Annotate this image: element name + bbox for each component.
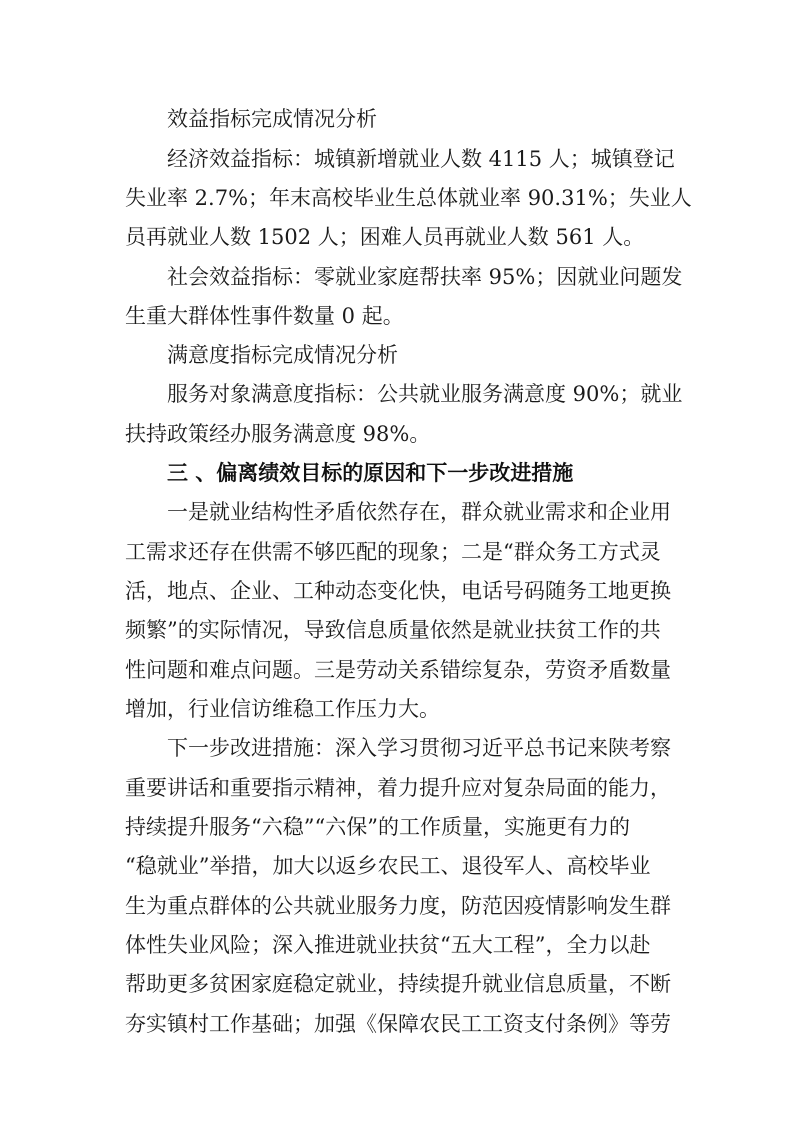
paragraph-line: 扶持政策经办服务满意度 98%。 [125,422,431,446]
paragraph-line: 服务对象满意度指标：公共就业服务满意度 90%；就业 [167,382,683,406]
paragraph-line: 帮助更多贫困家庭稳定就业，持续提升就业信息质量，不断 [125,972,671,996]
subsection-title-satisfaction: 满意度指标完成情况分析 [167,343,398,367]
paragraph-line: 体性失业风险；深入推进就业扶贫“五大工程”，全力以赴 [125,933,651,957]
paragraph-line: 员再就业人数 1502 人；困难人员再就业人数 561 人。 [125,225,645,249]
paragraph-line: 活，地点、企业、工种动态变化快，电话号码随务工地更换 [125,579,671,603]
section-heading: 三 、偏离绩效目标的原因和下一步改进措施 [167,461,574,485]
paragraph-line: 频繁”的实际情况，导致信息质量依然是就业扶贫工作的共 [125,618,661,642]
paragraph-line: 失业率 2.7%；年末高校毕业生总体就业率 90.31%；失业人 [125,186,692,210]
paragraph-line: 夯实镇村工作基础；加强《保障农民工工资支付条例》等劳 [125,1012,671,1036]
paragraph-line: 性问题和难点问题。三是劳动关系错综复杂，劳资矛盾数量 [125,658,671,682]
paragraph-line: 增加，行业信访维稳工作压力大。 [125,697,440,721]
paragraph-line: 经济效益指标：城镇新增就业人数 4115 人；城镇登记 [167,147,675,171]
paragraph-line: 生重大群体性事件数量 0 起。 [125,304,404,328]
paragraph-line: “稳就业”举措，加大以返乡农民工、退役军人、高校毕业 [125,854,651,878]
paragraph-line: 持续提升服务“六稳”“六保”的工作质量，实施更有力的 [125,815,630,839]
subsection-title-benefit: 效益指标完成情况分析 [167,107,377,131]
paragraph-line: 生为重点群体的公共就业服务力度，防范因疫情影响发生群 [125,894,671,918]
paragraph-line: 社会效益指标：零就业家庭帮扶率 95%；因就业问题发 [167,265,683,289]
paragraph-line: 下一步改进措施：深入学习贯彻习近平总书记来陕考察 [167,736,671,760]
paragraph-line: 工需求还存在供需不够匹配的现象；二是“群众务工方式灵 [125,540,661,564]
paragraph-line: 重要讲话和重要指示精神，着力提升应对复杂局面的能力， [125,776,671,800]
paragraph-line: 一是就业结构性矛盾依然存在，群众就业需求和企业用 [167,500,671,524]
